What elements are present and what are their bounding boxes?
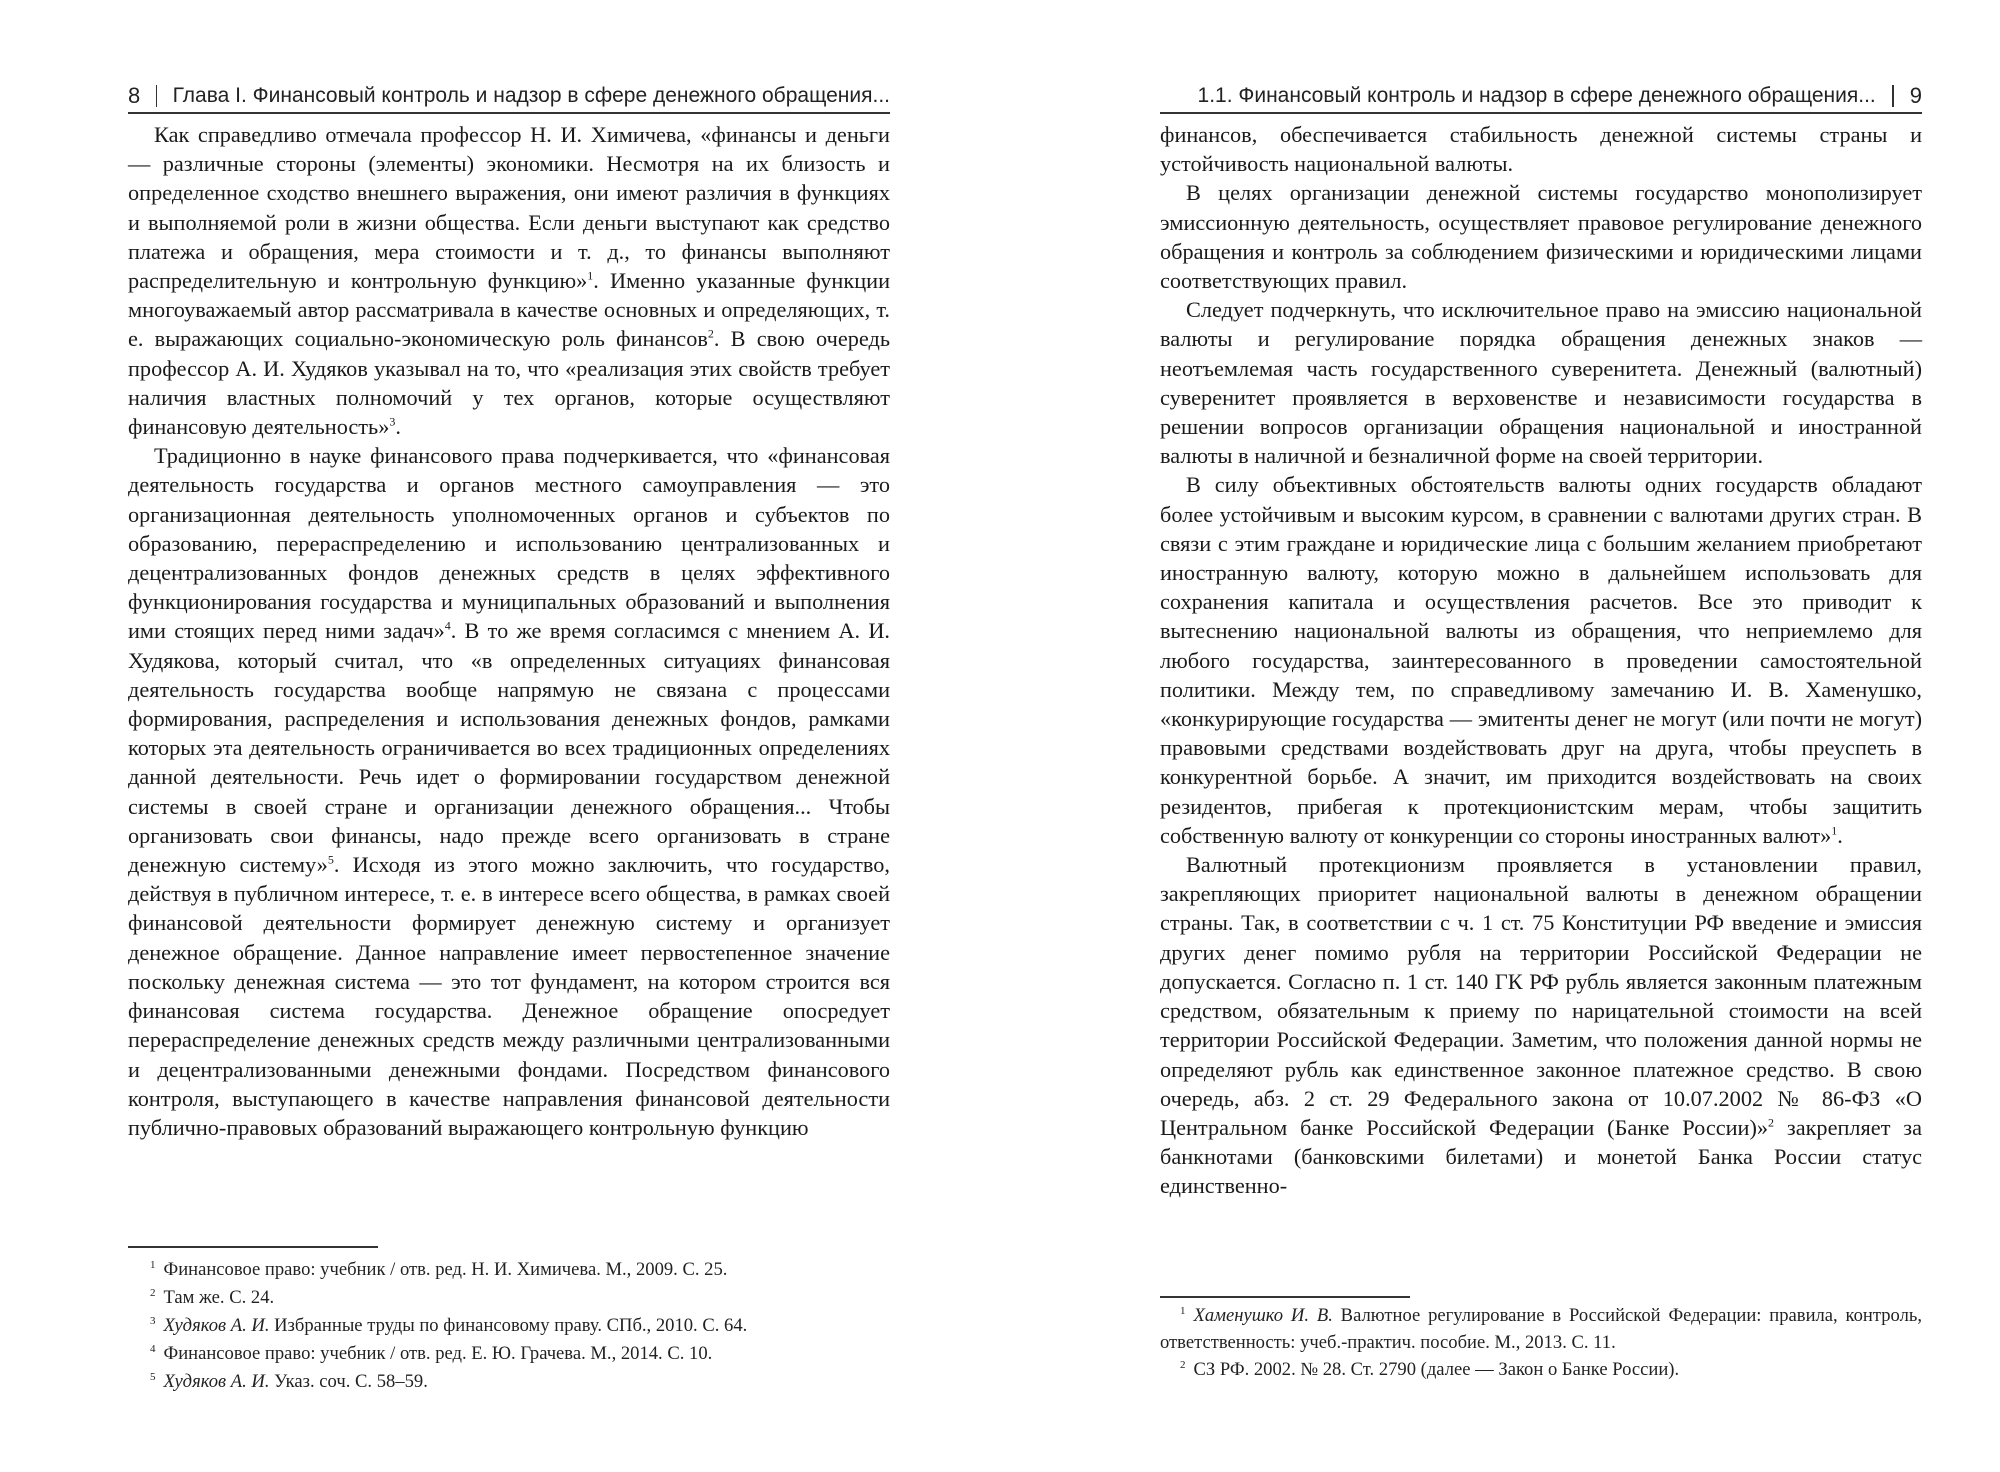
paragraph: финансов, обеспечивается стабильность денежной системы страны и устойчивость национальной валюты. [1160, 122, 1922, 177]
right-page [1000, 0, 2000, 1472]
footnote: $^3$ Худяков А. И. Избранные труды по финансовому праву. СПб., 2010. С. 64. [150, 1314, 748, 1336]
footnotes [150, 1256, 890, 1396]
footnote-ref: 1 [1831, 823, 1838, 838]
footnote: $^2$ СЗ РФ. 2002. № 28. Ст. 2790 (далее — Закон о Банке России). [1180, 1358, 1680, 1380]
paragraph: Валютный протекционизм проявляется в установлении правил, закрепляющих приоритет национальной валюты в денежном обращении страны. Так, в соответствии с ч. 1 ст. 75 Конституции РФ введение и эмиссия других денег помимо рубля на территории Российской Федерации не допускается. Согласно п. 1 ст. 140 ГК РФ рубль является законным платежным средством, обязательным к приему по нарицательной стоимости на всей территории Российской Федерации. Заметим, что положения данной нормы не определяют рубль как единственное законное платежное средство. В свою очередь, абз. 2 ст. 29 Федерального закона от 10.07.2002 № 86-ФЗ «О Центральном банке Российской Федерации (Банке России)»$^2$ закрепляет за банкнотами (банковскими билетами) и монетой Банка России статус единственно- [1160, 852, 1922, 1199]
footnote-ref: 2 [1768, 1115, 1775, 1130]
header-separator [1892, 85, 1894, 107]
footnote-rule [128, 1246, 378, 1248]
footnote: $^1$ Финансовое право: учебник / отв. ред. Н. И. Химичева. М., 2009. С. 25. [150, 1258, 728, 1280]
footnote: $^1$ Хаменушко И. В. Валютное регулирование в Российской Федерации: правила, контроль, ответственность: учеб.-практич. пособие. М., 2013. С. 11. [1160, 1304, 1922, 1353]
page-number: 9 [1909, 83, 1922, 108]
footnote: $^2$ Там же. С. 24. [150, 1286, 275, 1308]
footnote: $^4$ Финансовое право: учебник / отв. ред. Е. Ю. Грачева. М., 2014. С. 10. [150, 1342, 713, 1364]
running-header [128, 78, 890, 114]
footnote-ref: 1 [587, 268, 594, 283]
paragraph: Следует подчеркнуть, что исключительное право на эмиссию национальной валюты и регулирование порядка обращения денежных знаков — неотъемлемая часть государственного суверенитета. Денежный (валютный) суверенитет проявляется в верховенстве и независимости государства в решении вопросов организации обращения национальной и иностранной валюты в наличной и безналичной форме на своей территории. [1160, 297, 1922, 469]
paragraph: В силу объективных обстоятельств валюты одних государств обладают более устойчивым и высоким курсом, в сравнении с валютами других стран. В связи с этим граждане и юридические лица с большим желанием приобретают иностранную валюту, которую можно в дальнейшем использовать для сохранения капитала и осуществления расчетов. Все это приводит к вытеснению национальной валюты из обращения, что неприемлемо для любого государства, заинтересованного в проведении самостоятельной политики. Между тем, по справедливому замечанию И. В. Хаменушко, «конкурирующие государства — эмитенты денег не могут (или почти не могут) правовыми средствами воздействовать друг на друга, чтобы преуспеть в конкурентной борьбе. А значит, им приходится воздействовать на своих резидентов, прибегая к протекционистским мерам, чтобы защитить собственную валюту от конкуренции со стороны иностранных валют»$^1$. [1160, 472, 1922, 848]
paragraph: В целях организации денежной системы государство монополизирует эмиссионную деятельность, осуществляет правовое регулирование денежного обращения и контроль за соблюдением физическими и юридическими лицами соответствующих правил. [1160, 180, 1922, 294]
footnote-ref: 5 [327, 852, 334, 867]
footnote-ref: 3 [389, 414, 396, 429]
body-text [128, 120, 890, 1142]
body-text [1160, 120, 1922, 1201]
paragraph: Как справедливо отмечала профессор Н. И. Химичева, «финансы и деньги — различные стороны (элементы) экономики. Несмотря на их близость и определенное сходство внешнего выражения, они имеют различия в функциях и выполняемой роли в жизни общества. Если деньги выступают как средство платежа и обращения, мера стоимости и т. д., то финансы выполняют распределительную и контрольную функцию»$^1$. Именно указанные функции многоуважаемый автор рассматривала в качестве основных и определяющих, т. е. выражающих социально-экономическую роль финансов$^2$. В свою очередь профессор А. И. Худяков указывал на то, что «реализация этих свойств требует наличия властных полномочий у тех органов, которые осуществляют финансовую деятельность»$^3$. [128, 122, 890, 440]
header-rule [128, 112, 890, 114]
running-header-title: Глава I. Финансовый контроль и надзор в сфере денежного обращения... [172, 84, 890, 107]
paragraph: Традиционно в науке финансового права подчеркивается, что «финансовая деятельность государства и органов местного самоуправления — это организационная деятельность уполномоченных органов и субъектов по образованию, перераспределению и использованию централизованных и децентрализованных фондов денежных средств в целях эффективного функционирования государства и муниципальных образований и выполнения ими стоящих перед ними задач»$^4$. В то же время согласимся с мнением А. И. Худякова, который считал, что «в определенных ситуациях финансовая деятельность государства вообще напрямую не связана с процессами формирования, распределения и использования денежных фондов, рамками которых эта деятельность ограничивается во всех традиционных определениях данной деятельности. Речь идет о формировании государством денежной системы в своей стране и организации денежного обращения... Чтобы организовать свои финансы, надо прежде всего организовать в стране денежную систему»$^5$. Исходя из этого можно заключить, что государство, действуя в публичном интересе, т. е. в интересе всего общества, в рамках своей финансовой деятельности формирует денежную систему и организует денежное обращение. Данное направление имеет первостепенное значение поскольку денежная система — это тот фундамент, на котором строится вся финансовая система государства. Денежное обращение опосредует перераспределение денежных средств между различными централизованными и децентрализованными денежными фондами. Посредством финансового контроля, выступающего в качестве направления финансовой деятельности публично-правовых образований выражающего контрольную функцию [128, 443, 891, 1140]
footnote: $^5$ Худяков А. И. Указ. соч. С. 58–59. [150, 1370, 428, 1392]
running-header [1160, 78, 1922, 114]
header-rule [1160, 112, 1922, 114]
footnote-rule [1160, 1296, 1410, 1298]
running-header-title: 1.1. Финансовый контроль и надзор в сфере денежного обращения... [1197, 84, 1876, 107]
page-number: 8 [128, 83, 141, 108]
footnote-ref: 4 [444, 619, 451, 634]
footnote-ref: 2 [707, 327, 714, 341]
footnotes [1160, 1302, 1922, 1383]
